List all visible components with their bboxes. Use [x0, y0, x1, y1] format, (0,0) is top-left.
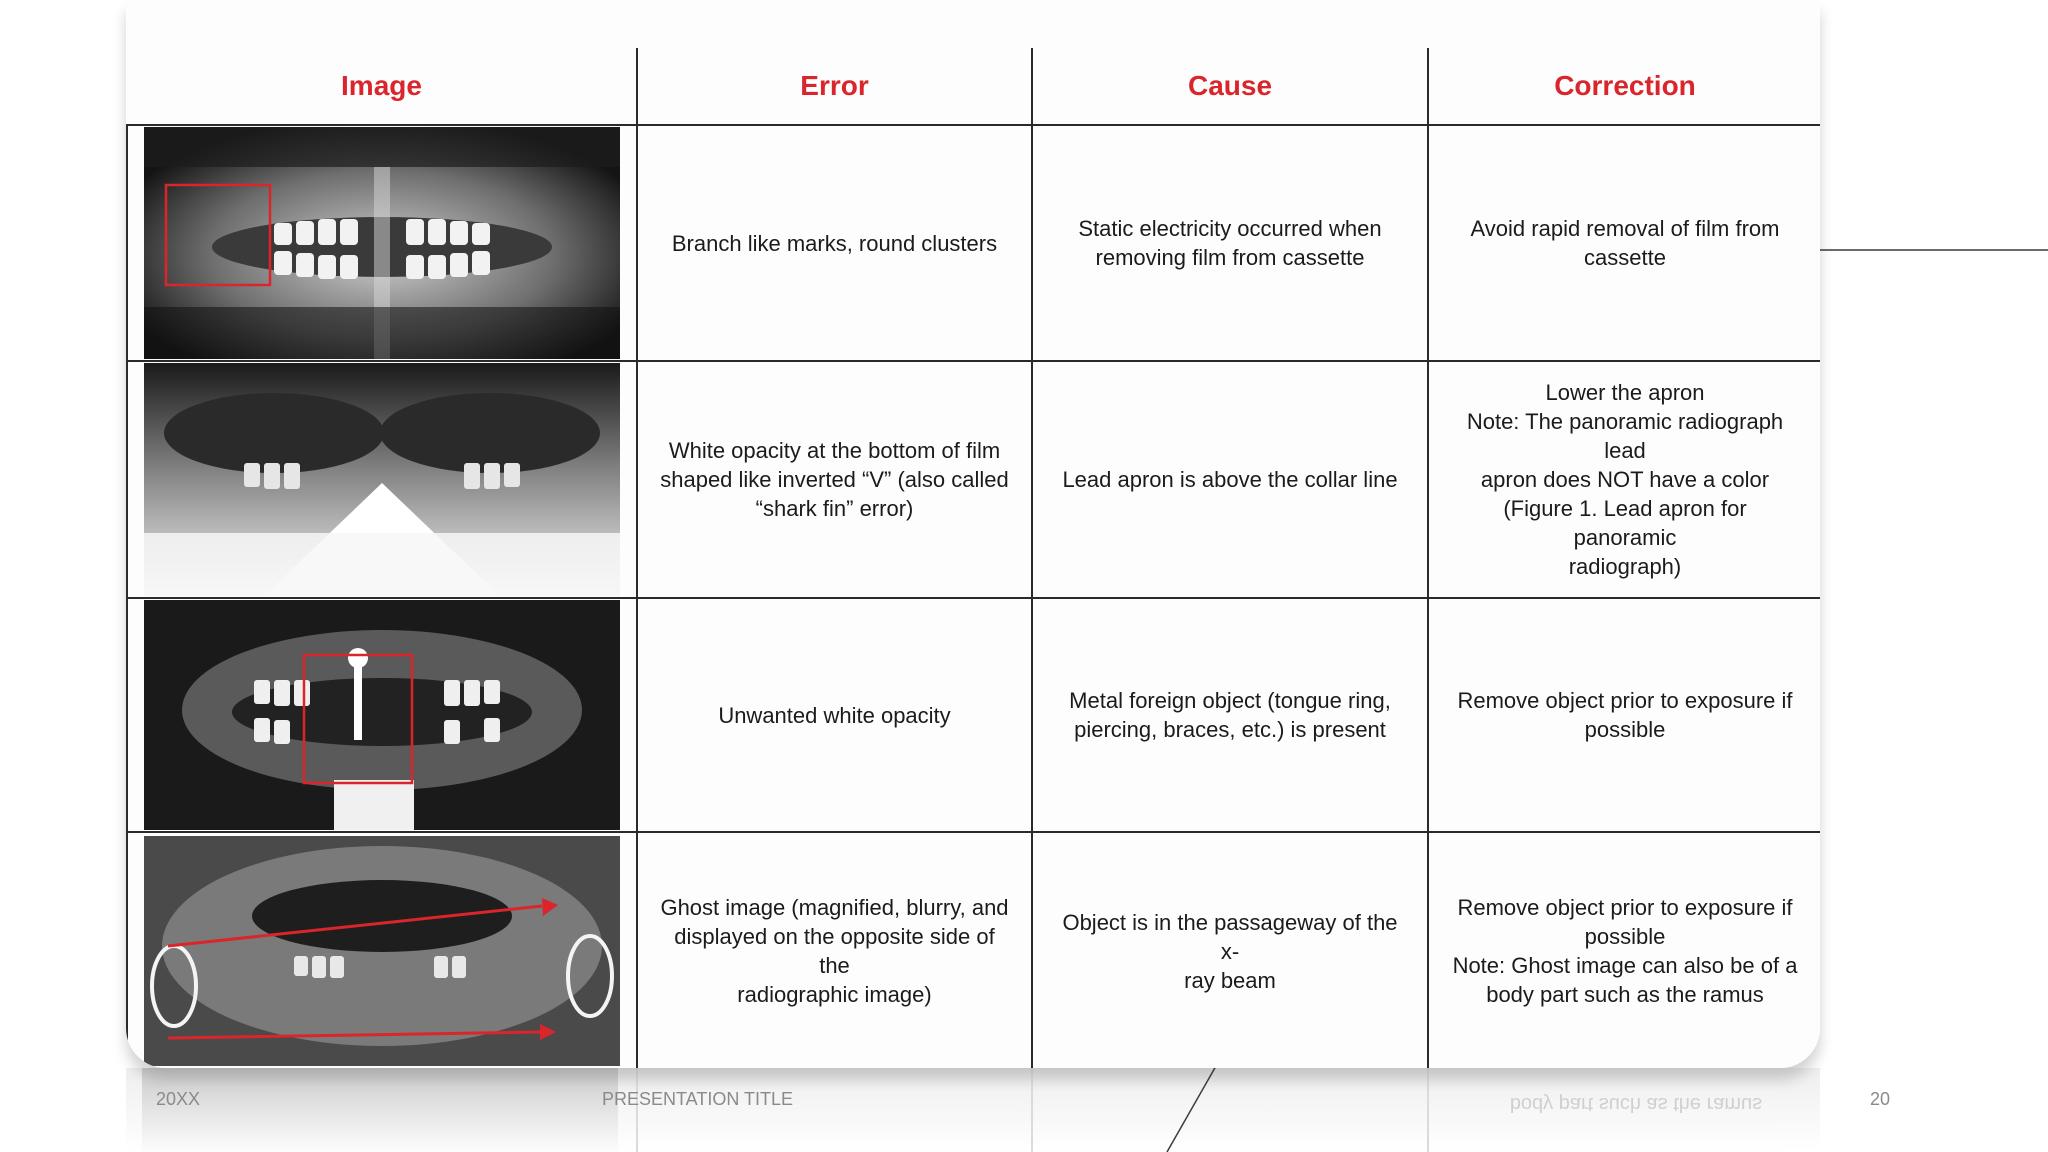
image-cell: [127, 832, 637, 1068]
footer-presentation-title: PRESENTATION TITLE: [602, 1089, 794, 1109]
cause-cell: Static electricity occurred when removing film from cassette: [1032, 125, 1428, 361]
panoramic-xray-static-marks-image: [144, 127, 620, 359]
error-cell: Ghost image (magnified, blurry, and displayed on the opposite side of the radiographic image): [637, 832, 1032, 1068]
panoramic-xray-lead-apron-image: [144, 363, 620, 596]
table-reflection: [126, 1068, 1820, 1152]
error-cell: Unwanted white opacity: [637, 598, 1032, 832]
correction-cell: Remove object prior to exposure if possible: [1428, 598, 1820, 832]
table-row: [127, 361, 1820, 598]
cause-cell: Metal foreign object (tongue ring, piercing, braces, etc.) is present: [1032, 598, 1428, 832]
correction-cell: Lower the apron Note: The panoramic radiograph lead apron does NOT have a color (Figure 1. Lead apron for panoramic radiograph): [1428, 361, 1820, 598]
cause-cell: Object is in the passageway of the x- ray beam: [1032, 832, 1428, 1068]
error-cell: White opacity at the bottom of film shaped like inverted “V” (also called “shark fin” error): [637, 361, 1032, 598]
cause-cell: Lead apron is above the collar line: [1032, 361, 1428, 598]
radiograph-error-table-picture: [126, 0, 1820, 1068]
correction-cell: Remove object prior to exposure if possible Note: Ghost image can also be of a body part such as the ramus: [1428, 832, 1820, 1068]
footer-year: 20XX: [156, 1089, 201, 1109]
table-row: [127, 598, 1820, 832]
header-image: Image: [127, 48, 637, 125]
table-row: [127, 125, 1820, 361]
error-cell: Branch like marks, round clusters: [637, 125, 1032, 361]
panoramic-xray-ghost-image: [144, 836, 620, 1066]
table-header-row: [127, 48, 1820, 125]
footer-page-number: 20: [1870, 1089, 1891, 1109]
reflection-image: [142, 1068, 618, 1152]
image-cell: [127, 361, 637, 598]
reflection-text: body part such as the ramus: [1509, 1093, 1763, 1115]
panoramic-xray-metal-object-image: [144, 600, 620, 830]
header-cause: Cause: [1032, 48, 1428, 125]
radiograph-error-table: [126, 48, 1820, 1068]
reflection-divider: [636, 1068, 638, 1152]
reflection-divider: [1031, 1068, 1033, 1152]
image-cell: [127, 125, 637, 361]
reflection-divider: [1427, 1068, 1429, 1152]
table-row: [127, 832, 1820, 1068]
header-error: Error: [637, 48, 1032, 125]
correction-cell: Avoid rapid removal of film from cassette: [1428, 125, 1820, 361]
header-correction: Correction: [1428, 48, 1820, 125]
image-cell: [127, 598, 637, 832]
